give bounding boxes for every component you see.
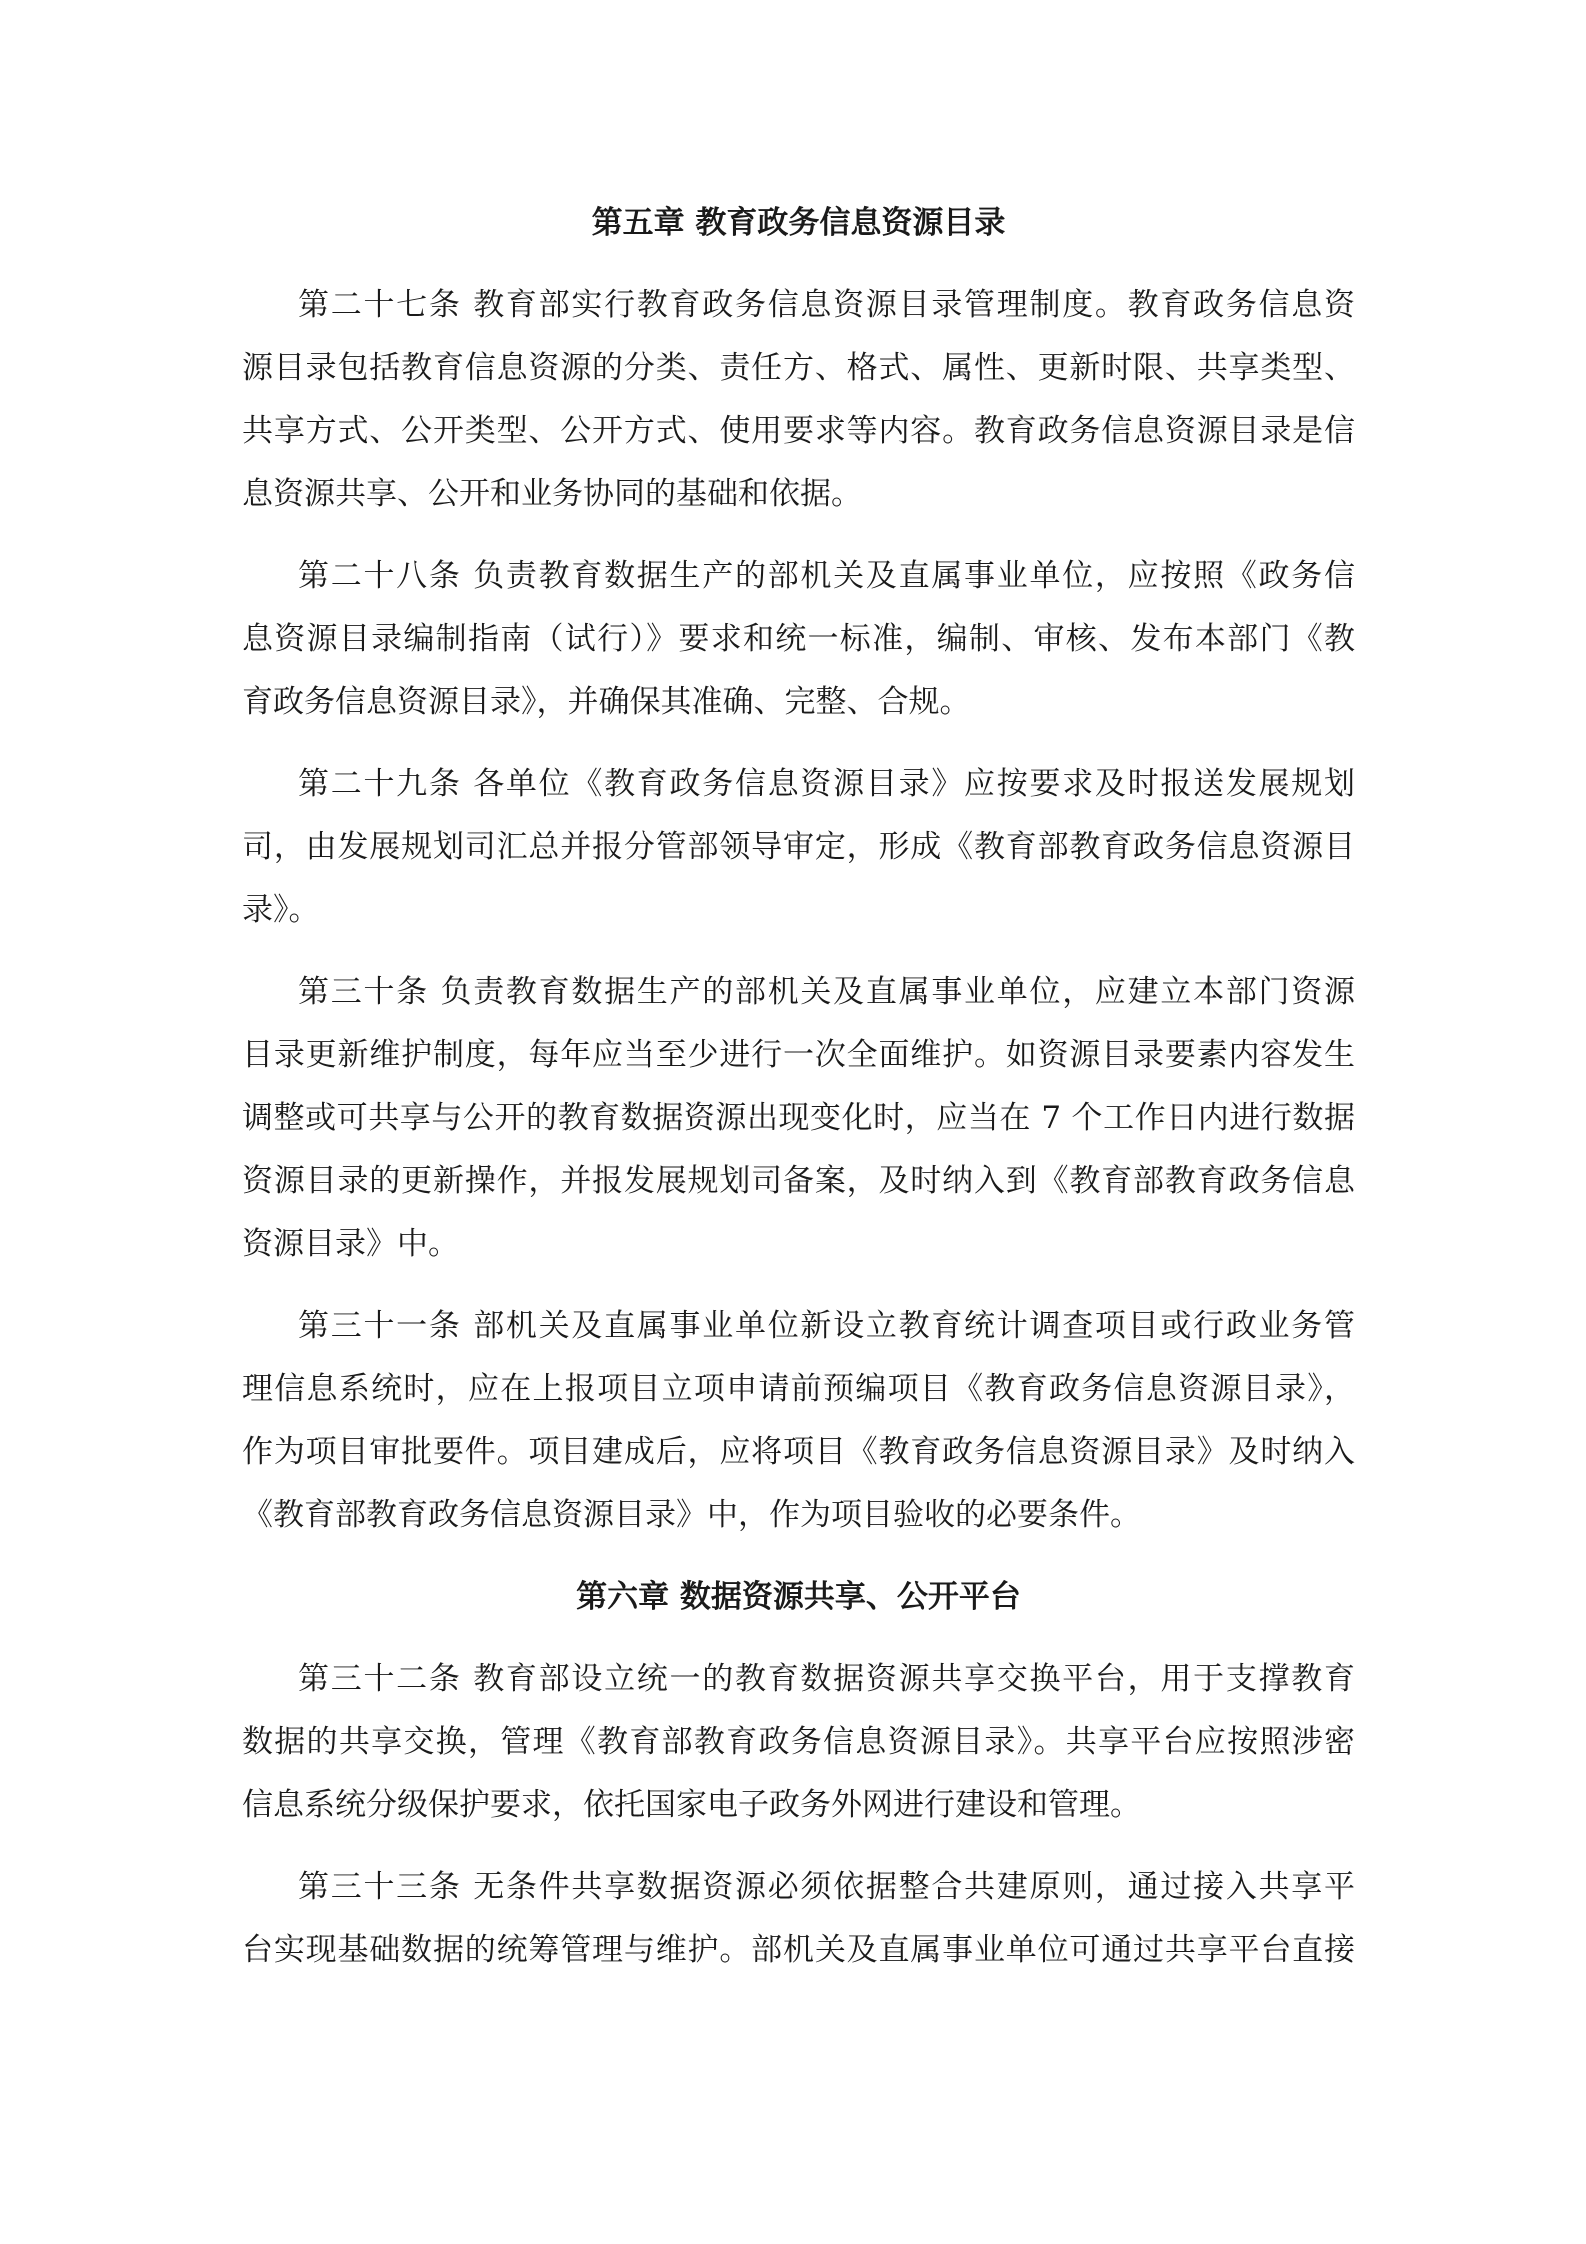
chapter-heading [242, 192, 1355, 255]
paragraph-line: 育政务信息资源目录》，并确保其准确、完整、合规。 [242, 684, 971, 720]
paragraph-line: 第二十八条 负责教育数据生产的部机关及直属事业单位，应按照《政务信 [298, 558, 1355, 594]
paragraph-line: 信息系统分级保护要求，依托国家电子政务外网进行建设和管理。 [242, 1787, 1141, 1823]
chapter-title: 第五章 教育政务信息资源目录 [591, 205, 1006, 241]
paragraph-line: 资源目录的更新操作，并报发展规划司备案，及时纳入到《教育部教育政务信息 [242, 1163, 1355, 1199]
paragraph-line: 调整或可共享与公开的教育数据资源出现变化时，应当在 7 个工作日内进行数据 [242, 1100, 1355, 1136]
paragraph-line: 理信息系统时，应在上报项目立项申请前预编项目《教育政务信息资源目录》， [242, 1371, 1355, 1407]
document-page [242, 192, 1355, 2001]
paragraph-line: 第三十三条 无条件共享数据资源必须依据整合共建原则，通过接入共享平 [298, 1869, 1355, 1905]
paragraph-line: 《教育部教育政务信息资源目录》中，作为项目验收的必要条件。 [242, 1497, 1141, 1533]
chapter-title: 第六章 数据资源共享、公开平台 [576, 1579, 1021, 1615]
paragraph-line: 第二十七条 教育部实行教育政务信息资源目录管理制度。教育政务信息资 [298, 287, 1355, 323]
article-paragraph [242, 274, 1355, 526]
article-paragraph [242, 1648, 1355, 1837]
paragraph-line: 共享方式、公开类型、公开方式、使用要求等内容。教育政务信息资源目录是信 [242, 413, 1355, 449]
article-paragraph [242, 961, 1355, 1276]
paragraph-line: 息资源目录编制指南（试行）》要求和统一标准，编制、审核、发布本部门《教 [242, 621, 1355, 657]
paragraph-line: 第三十二条 教育部设立统一的教育数据资源共享交换平台，用于支撑教育 [298, 1661, 1355, 1697]
paragraph-line: 司，由发展规划司汇总并报分管部领导审定，形成《教育部教育政务信息资源目 [242, 829, 1355, 865]
chapter-heading [242, 1566, 1355, 1629]
paragraph-line: 息资源共享、公开和业务协同的基础和依据。 [242, 476, 862, 512]
paragraph-line: 数据的共享交换，管理《教育部教育政务信息资源目录》。共享平台应按照涉密 [242, 1724, 1355, 1760]
article-paragraph [242, 753, 1355, 942]
paragraph-line: 源目录包括教育信息资源的分类、责任方、格式、属性、更新时限、共享类型、 [242, 350, 1355, 386]
article-paragraph [242, 1856, 1355, 1982]
paragraph-line: 录》。 [242, 892, 320, 928]
paragraph-line: 作为项目审批要件。项目建成后，应将项目《教育政务信息资源目录》及时纳入 [242, 1434, 1355, 1470]
article-paragraph [242, 1295, 1355, 1547]
article-paragraph [242, 545, 1355, 734]
paragraph-line: 第三十条 负责教育数据生产的部机关及直属事业单位，应建立本部门资源 [298, 974, 1355, 1010]
paragraph-line: 台实现基础数据的统筹管理与维护。部机关及直属事业单位可通过共享平台直接 [242, 1932, 1355, 1968]
paragraph-line: 资源目录》中。 [242, 1226, 459, 1262]
paragraph-line: 第二十九条 各单位《教育政务信息资源目录》应按要求及时报送发展规划 [298, 766, 1355, 802]
paragraph-line: 第三十一条 部机关及直属事业单位新设立教育统计调查项目或行政业务管 [298, 1308, 1355, 1344]
paragraph-line: 目录更新维护制度，每年应当至少进行一次全面维护。如资源目录要素内容发生 [242, 1037, 1355, 1073]
